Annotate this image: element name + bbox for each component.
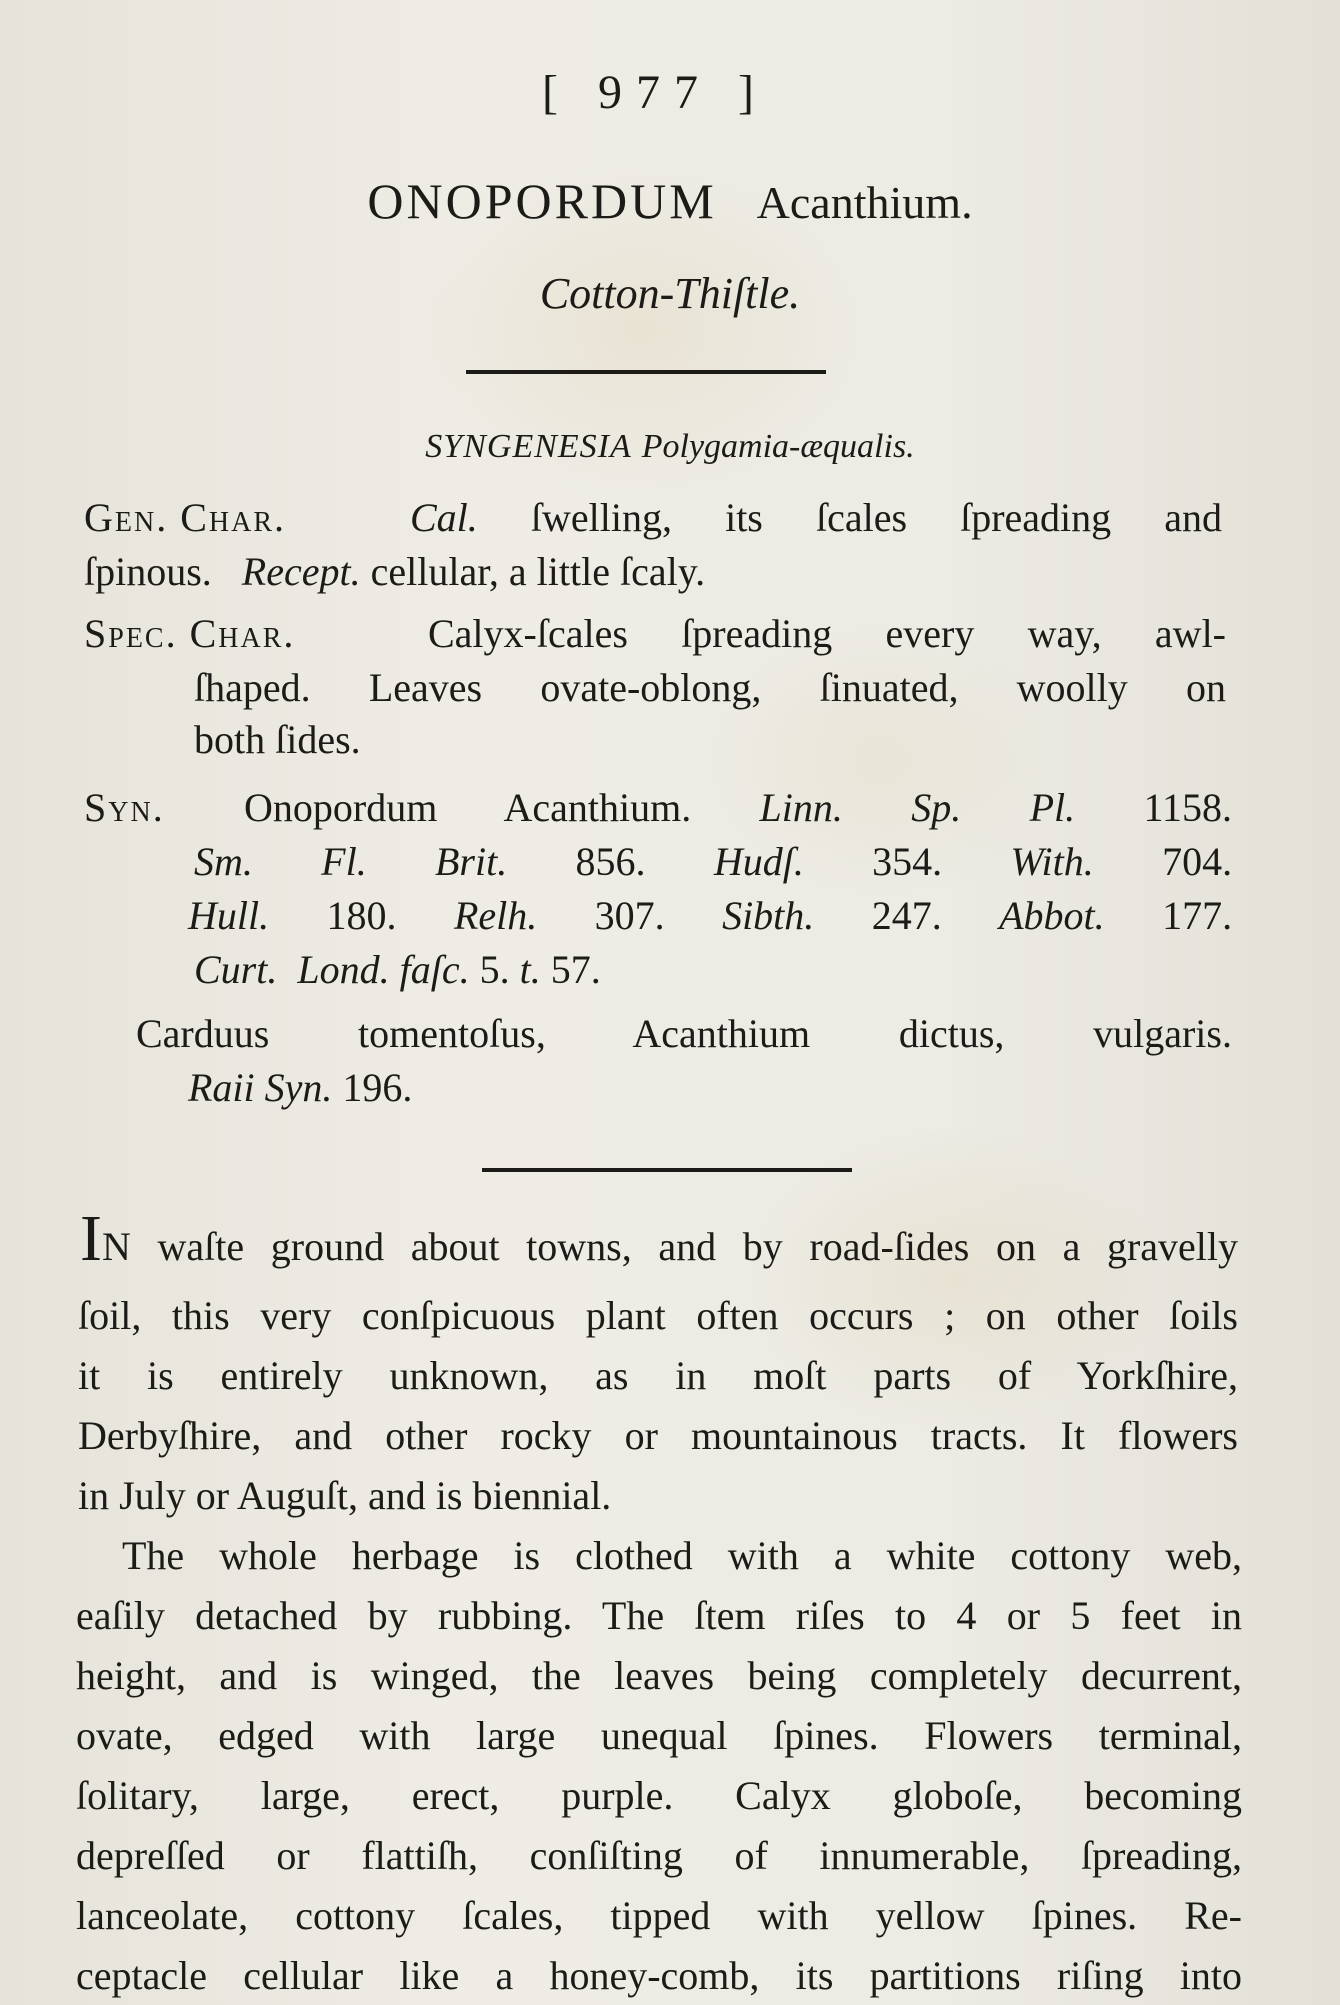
- genus-name: ONOPORDUM: [367, 173, 717, 229]
- species-title: [0, 172, 1340, 230]
- order-name: Polygamia-æqualis.: [641, 428, 915, 465]
- paragraph-2-line-6: depreſſed or flattiſh, conſiſting of innumerable, ſpreading,: [76, 1833, 1242, 1878]
- class-name: SYNGENESIA: [425, 428, 632, 465]
- paragraph-2-line-2: eaſily detached by rubbing. The ſtem riſes to 4 or 5 feet in: [76, 1593, 1242, 1638]
- syn-alt-name: Carduus tomentoſus, Acanthium dictus, vulgaris.: [136, 1011, 1232, 1056]
- paragraph-2-line-5: ſolitary, large, erect, purple. Calyx globoſe, becoming: [76, 1773, 1242, 1818]
- syn-line-2: Sm. Fl. Brit. 856. Hudſ. 354. With. 704.: [194, 839, 1233, 884]
- paragraph-2-line-8: ceptacle cellular like a honey-comb, its partitions riſing into: [76, 1953, 1242, 1998]
- species-name: Acanthium.: [756, 177, 973, 228]
- paragraph-1-line-1: IN waſte ground about towns, and by road-ſides on a gravelly: [80, 1202, 1238, 1275]
- paragraph-1-line-5: in July or Auguſt, and is biennial.: [78, 1473, 612, 1518]
- paragraph-2-line-1: The whole herbage is clothed with a white cottony web,: [122, 1533, 1242, 1578]
- paragraph-2-line-4: ovate, edged with large unequal ſpines. Flowers terminal,: [76, 1713, 1242, 1758]
- syn-line-1: Onopordum Acanthium. Linn. Sp. Pl. 1158.: [244, 785, 1232, 830]
- recept-term: Recept.: [241, 549, 361, 594]
- spec-char-line-3: both ſides.: [194, 717, 361, 762]
- spec-char-line-1: Calyx-ſcales ſpreading every way, awl-: [428, 611, 1226, 656]
- paragraph-2-line-7: lanceolate, cottony ſcales, tipped with yellow ſpines. Re-: [76, 1893, 1242, 1938]
- syn-line-4: Curt. Lond. faſc. 5. t. 57.: [194, 947, 601, 992]
- page-number: [ 977 ]: [542, 66, 768, 119]
- syn-line-3: Hull. 180. Relh. 307. Sibth. 247. Abbot. 177.: [188, 893, 1233, 938]
- gen-char-line-2: ſpinous. Recept. cellular, a little ſcaly.: [84, 549, 706, 594]
- paragraph-1-line-4: Derbyſhire, and other rocky or mountainous tracts. It flowers: [78, 1413, 1238, 1458]
- gen-char-line-1: Cal. ſwelling, its ſcales ſpreading and: [410, 495, 1223, 540]
- common-name: Cotton-Thiſtle.: [539, 269, 801, 318]
- spec-char-label: Spec. Char.: [84, 611, 296, 656]
- cal-term: Cal.: [410, 495, 478, 540]
- spec-char-line-2: ſhaped. Leaves ovate-oblong, ſinuated, woolly on: [194, 665, 1226, 710]
- paragraph-1-line-2: ſoil, this very conſpicuous plant often occurs ; on other ſoils: [78, 1293, 1238, 1338]
- syn-label: Syn.: [84, 785, 165, 830]
- divider-rule-top: [466, 370, 826, 374]
- divider-rule-bottom: [482, 1168, 852, 1172]
- classification-line: [0, 428, 1340, 466]
- paragraph-1-line-3: it is entirely unknown, as in moſt parts of Yorkſhire,: [78, 1353, 1238, 1398]
- syn-alt-ref: Raii Syn. 196.: [188, 1065, 413, 1110]
- gen-char-label: Gen. Char.: [84, 495, 287, 540]
- drop-cap: I: [80, 1202, 102, 1275]
- paragraph-2-line-3: height, and is winged, the leaves being completely decurrent,: [76, 1653, 1242, 1698]
